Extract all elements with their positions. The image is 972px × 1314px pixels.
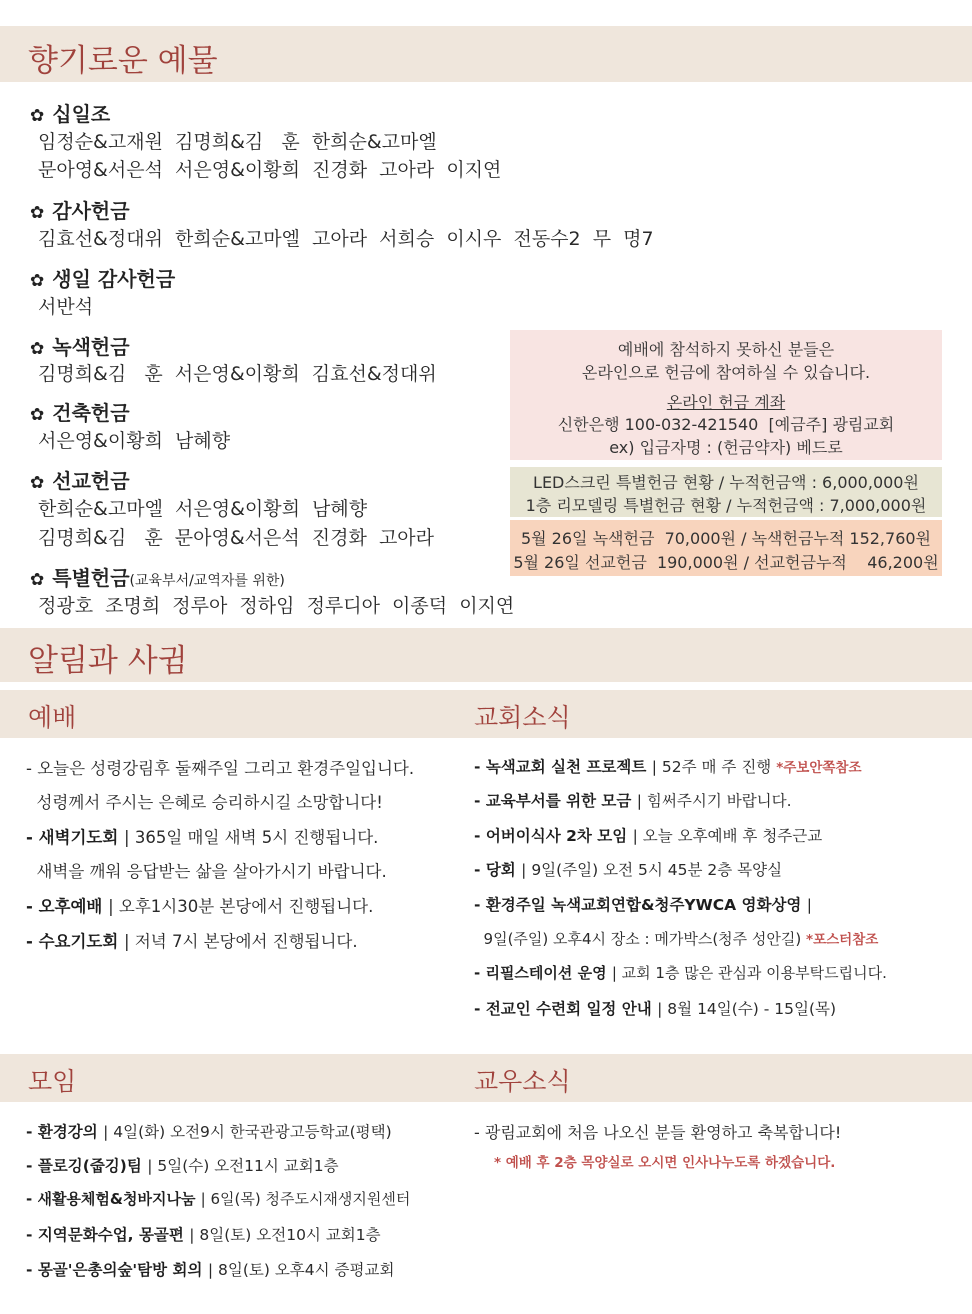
category-building: ✿ 건축헌금 xyxy=(30,401,130,425)
mission-names-1: 한희순&고마엘 서은영&이황희 남혜향 xyxy=(38,498,368,520)
church-news-item: - 어버이식사 2차 모임 | 오늘 오후예배 후 청주근교 xyxy=(474,827,823,845)
green-weekly: 5월 26일 녹색헌금 70,000원 / 녹색헌금누적 152,760원 xyxy=(520,529,932,548)
flower-icon: ✿ xyxy=(30,106,45,126)
flower-icon: ✿ xyxy=(30,570,45,590)
special-names: 정광호 조명희 정루아 정하임 정루디아 이종덕 이지연 xyxy=(38,595,515,617)
building-names: 서은영&이황희 남혜향 xyxy=(38,430,231,452)
church-news-item: - 리필스테이션 운영 | 교회 1층 많은 관심과 이용부탁드립니다. xyxy=(474,964,887,982)
category-thanks: ✿ 감사헌금 xyxy=(30,199,130,223)
online-example: ex) 입금자명 : (헌금약자) 베드로 xyxy=(609,438,843,457)
mission-weekly: 5월 26일 선교헌금 190,000원 / 선교헌금누적 46,200원 xyxy=(513,553,939,572)
remodel-status: 1층 리모델링 특별헌금 현황 / 누적헌금액 : 7,000,000원 xyxy=(525,496,927,515)
category-mission: ✿ 선교헌금 xyxy=(30,469,130,493)
members-note: * 예배 후 2층 목양실로 오시면 인사나누도록 하겠습니다. xyxy=(494,1155,836,1171)
worship-item: - 오후예배 | 오후1시30분 본당에서 진행됩니다. xyxy=(26,897,374,916)
tithe-names-2: 문아영&서은석 서은영&이황희 진경화 고아라 이지연 xyxy=(38,159,502,181)
category-tithe: ✿ 십일조 xyxy=(30,102,111,126)
mission-names-2: 김명희&김 훈 문아영&서은석 진경화 고아라 xyxy=(38,527,435,549)
online-account-title: 온라인 헌금 계좌 xyxy=(666,393,786,412)
green-names: 김명희&김 훈 서은영&이황희 김효선&정대위 xyxy=(38,363,437,385)
thanks-names: 김효선&정대위 한희순&고마엘 고아라 서희승 이시우 전동수2 무 명7 xyxy=(38,228,654,250)
worship-item: - 새벽기도회 | 365일 매일 새벽 5시 진행됩니다. xyxy=(26,828,379,847)
flower-icon: ✿ xyxy=(30,473,45,493)
online-account: 신한은행 100-032-421540 [예금주] 광림교회 xyxy=(557,415,895,434)
weekly-offering-box xyxy=(510,520,942,576)
church-news-item: - 환경주일 녹색교회연합&청주YWCA 영화상영 | xyxy=(474,896,813,914)
flower-icon: ✿ xyxy=(30,271,45,291)
category-special: ✿ 특별헌금(교육부서/교역자를 위한) xyxy=(30,566,285,590)
church-news-item: - 당회 | 9일(주일) 오전 5시 45분 2층 목양실 xyxy=(474,861,783,879)
meetings-title: 모임 xyxy=(28,1067,77,1096)
church-news-item: 9일(주일) 오후4시 장소 : 메가박스(청주 성안길) *포스터참조 xyxy=(474,930,879,948)
worship-subheader-band xyxy=(0,690,972,738)
church-news-item: - 교육부서를 위한 모금 | 힘써주시기 바랍니다. xyxy=(474,792,792,810)
worship-item: - 수요기도회 | 저녁 7시 본당에서 진행됩니다. xyxy=(26,932,358,951)
offering-header-band xyxy=(0,26,972,82)
meetings-subheader-band xyxy=(0,1054,972,1102)
church-news-title: 교회소식 xyxy=(474,703,571,732)
birthday-names: 서반석 xyxy=(38,296,94,318)
news-section-title: 알림과 사귐 xyxy=(28,643,188,679)
category-birthday: ✿ 생일 감사헌금 xyxy=(30,267,176,291)
offering-section-title: 향기로운 예물 xyxy=(28,43,218,79)
worship-item: 성령께서 주시는 은혜로 승리하시길 소망합니다! xyxy=(26,793,383,812)
worship-item: 새벽을 깨워 응답받는 삶을 살아가시기 바랍니다. xyxy=(26,862,387,881)
church-news-item: - 전교인 수련회 일정 안내 | 8월 14일(수) - 15일(목) xyxy=(474,1000,837,1018)
meeting-item: - 플로깅(줍깅)팀 | 5일(수) 오전11시 교회1층 xyxy=(26,1157,339,1175)
special-offering-status-box xyxy=(510,467,942,517)
online-line-1: 예배에 참석하지 못하신 분들은 xyxy=(617,340,835,359)
meeting-item: - 몽골'은총의숲'탐방 회의 | 8일(토) 오후4시 증평교회 xyxy=(26,1261,395,1279)
worship-title: 예배 xyxy=(28,703,77,732)
news-header-band xyxy=(0,628,972,682)
meeting-item: - 환경강의 | 4일(화) 오전9시 한국관광고등학교(평택) xyxy=(26,1123,392,1141)
church-news-item: - 녹색교회 실천 프로젝트 | 52주 매 주 진행 *주보안쪽참조 xyxy=(474,758,862,776)
flower-icon: ✿ xyxy=(30,405,45,425)
flower-icon: ✿ xyxy=(30,203,45,223)
online-offering-box xyxy=(510,330,942,460)
tithe-names-1: 임정순&고재원 김명희&김 훈 한희순&고마엘 xyxy=(38,131,437,153)
category-green: ✿ 녹색헌금 xyxy=(30,335,130,359)
members-welcome: - 광림교회에 처음 나오신 분들 환영하고 축복합니다! xyxy=(474,1123,842,1142)
meeting-item: - 새활용체험&청바지나눔 | 6일(목) 청주도시재생지원센터 xyxy=(26,1190,411,1208)
led-status: LED스크린 특별헌금 현황 / 누적헌금액 : 6,000,000원 xyxy=(533,473,919,492)
meeting-item: - 지역문화수업, 몽골편 | 8일(토) 오전10시 교회1층 xyxy=(26,1226,381,1244)
worship-item: - 오늘은 성령강림후 둘째주일 그리고 환경주일입니다. xyxy=(26,759,415,778)
online-line-2: 온라인으로 헌금에 참여하실 수 있습니다. xyxy=(581,363,871,382)
flower-icon: ✿ xyxy=(30,339,45,359)
members-title: 교우소식 xyxy=(474,1067,571,1096)
